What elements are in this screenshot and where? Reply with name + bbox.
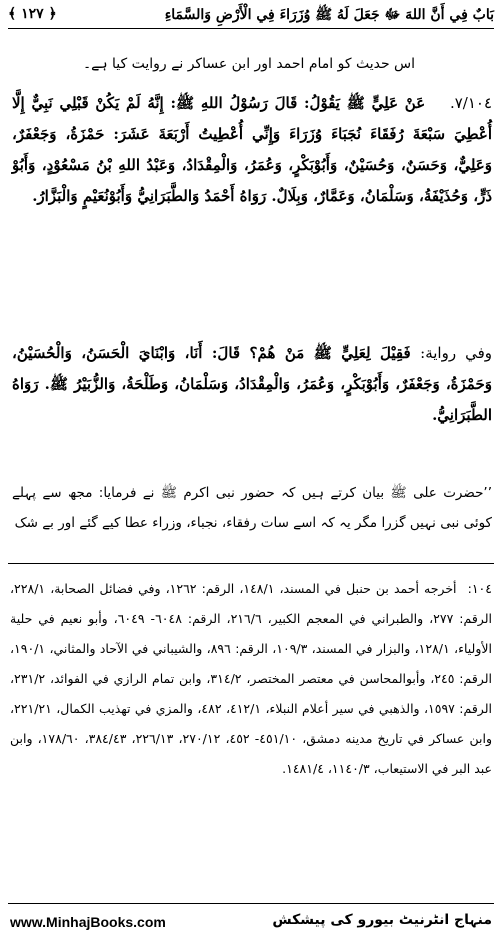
publisher-credit: منہاج انٹرنیٹ بیورو کی پیشکش [272,912,492,928]
chapter-title: بَابٌ فِي أَنَّ اللهَ ﷻ جَعَلَ لَهُ ﷺ وُزَرَاءَ فِي الْأَرْضِ وَالسَّمَاءِ [164,7,494,23]
urdu-translation: ’’حضرت علی ﷺ بیان کرتے ہیں کہ حضور نبی اکرم ﷺ نے فرمایا: مجھ سے پہلے کوئی نبی نہیں گزرا مگر یہ کہ اسے سات رفقاء، نجباء، وزراء عطا کیے گئے اور بے شک [12,485,492,531]
website-link[interactable]: www.MinhajBooks.com [10,914,166,930]
header-divider [8,28,494,29]
page-header [8,6,494,28]
intro-line: اس حدیث کو امام احمد اور ابن عساکر نے روایت کیا ہے۔ [82,56,416,72]
page-number: ﴿ ١٢٧ ﴾ [8,6,57,22]
footnote-number: ١٠٤: [467,581,492,596]
footnote-divider [8,563,494,564]
variant-paragraph [12,338,492,431]
variant-lead: وفي رواية: [420,344,492,362]
hadith-paragraph [12,88,492,212]
hadith-text: عَنْ عَلِيٍّ ﷺ يَقُوْلُ: قَالَ رَسُوْلُ اللهِ ﷺ: إِنَّهُ لَمْ يَكُنْ قَبْلِي نَبِيٌّ إِلَّا أُعْطِيَ سَبْعَةَ رُفَقَاءَ نُجَبَاءَ وُزَرَاءَ وَإِنِّي أُعْطِيتُ أَرْبَعَةَ عَشَرَ: حَمْزَةُ، وَجَعْفَرٌ، وَعَلِيٌّ، وَحَسَنٌ، وَحُسَيْنٌ، وَأَبُوْبَكْرٍ، وَعُمَرُ، وَالْمِقْدَادُ، وَعَبْدُ اللهِ بْنُ مَسْعُوْدٍ، وَأَبُوْ ذَرٍّ، وَحُذَيْفَةُ، وَسَلْمَانُ، وَعَمَّارٌ، وَبِلَالٌ. رَوَاهُ أَحْمَدُ وَالطَّبَرَانِيُّ وَأَبُوْنُعَيْمٍ وَالْبَزَّارُ. [12,94,492,205]
footnote [10,574,492,784]
hadith-number: ٧/١٠٤. [449,94,492,112]
footnote-text: أخرجه أحمد بن حنبل في المسند، ١٤٨/١، الرقم: ١٢٦٢، وفي فضائل الصحابة، ٢٢٨/١، الرقم: ٢٧٧، والطبراني في المعجم الكبير، ٢١٦/٦، الرقم: ٦٠٤٨- ٦٠٤٩، وأبو نعيم في حلية الأولياء، ١٢٨/١، والبزار في المسند، ١٠٩/٣، الرقم: ٨٩٦، والشيباني في الآحاد والمثاني، ١٩٠/١، الرقم: ٢٤٥، وأبوالمحاسن في معتصر المختصر، ٣١٤/٢، وابن تمام الرازي في الفوائد، ٢٣١/٢، الرقم: ١٥٩٧، والذهبي في سير أعلام النبلاء، ٤١٢/١، ٤٨٢، والمزي في تهذيب الكمال، ٢٢١/٢١، وابن عساكر في تاريخ مدينه دمشق، ٤٥١/١٠- ٤٥٢، ٢٧٠/١٢، ٢٢٦/١٣، ٣٨٤/٤٣، ١٧٨/٦٠، وابن عبد البر في الاستيعاب، ١١٤٠/٣، ١٤٨١/٤. [10,581,492,776]
footer-divider [8,903,494,904]
variant-text: فَقِيْلَ لِعَلِيٍّ ﷺ مَنْ هُمْ؟ قَالَ: أَنَا، وَابْنَايَ الْحَسَنُ، وَالْحُسَيْنُ، وَحَمْزَةُ، وَجَعْفَرٌ، وَأَبُوْبَكْرٍ، وَعُمَرُ، وَالْمِقْدَادُ، وَسَلْمَانُ، وَطَلْحَةُ، وَالزُّبَيْرُ ﷺ. رَوَاهُ الطَّبَرَانِيُّ. [12,344,492,424]
